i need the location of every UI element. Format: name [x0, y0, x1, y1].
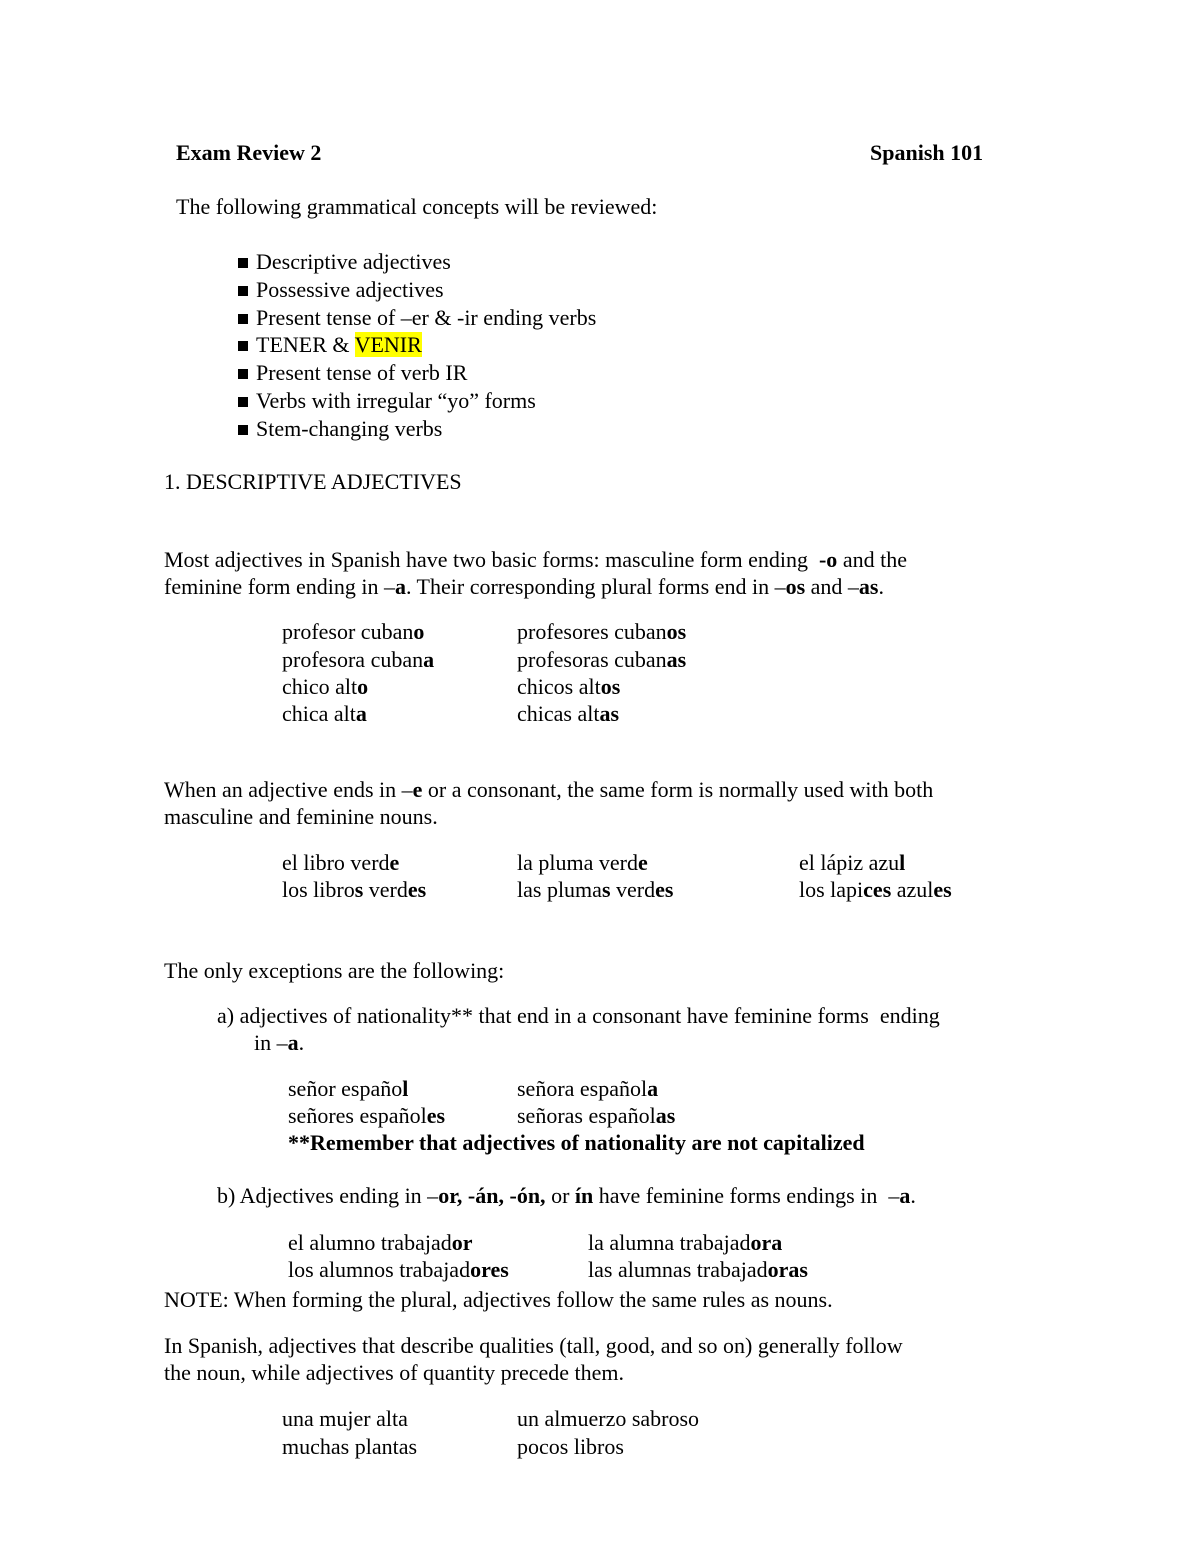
bullet-icon [238, 341, 248, 351]
example-cell: los lapices azules [799, 877, 952, 902]
example-plural: profesoras cubanas [517, 647, 687, 672]
paragraph-line: masculine and feminine nouns. [164, 804, 438, 829]
topic-list-item: Verbs with irregular “yo” forms [238, 387, 536, 414]
paragraph-line: When an adjective ends in –e or a consonant, the same form is normally used with both [164, 777, 934, 802]
example-cell: muchas plantas [282, 1434, 418, 1459]
example-cell: las plumas verdes [517, 877, 674, 902]
exception-a-text: a) adjectives of nationality** that end in a consonant have feminine forms ending [217, 1003, 940, 1028]
example-cell: la pluma verde [517, 850, 648, 875]
bullet-icon [238, 314, 248, 324]
page-title: Exam Review 2 [176, 140, 322, 165]
bullet-icon [238, 397, 248, 407]
topic-list-item: Stem-changing verbs [238, 415, 442, 442]
example-cell: pocos libros [517, 1434, 624, 1459]
example-plural: chicas altas [517, 701, 620, 726]
example-cell: los libros verdes [282, 877, 427, 902]
bullet-icon [238, 369, 248, 379]
paragraph-line: In Spanish, adjectives that describe qualities (tall, good, and so on) generally follow [164, 1333, 903, 1358]
paragraph-line: feminine form ending in –a. Their corresponding plural forms end in –os and –as. [164, 574, 884, 599]
paragraph-line: the noun, while adjectives of quantity precede them. [164, 1360, 625, 1385]
exception-b-text: b) Adjectives ending in –or, -án, -ón, or ín have feminine forms endings in –a. [217, 1183, 916, 1208]
example-singular: profesora cubana [282, 647, 435, 672]
section-heading: 1. DESCRIPTIVE ADJECTIVES [164, 469, 462, 494]
example-cell: un almuerzo sabroso [517, 1406, 700, 1431]
bullet-icon [238, 286, 248, 296]
example-masculine: los alumnos trabajadores [288, 1257, 509, 1282]
example-masculine: el alumno trabajador [288, 1230, 473, 1255]
topic-list-item: TENER & VENIR [238, 331, 422, 358]
example-feminine: señora española [517, 1076, 659, 1101]
topic-list-item: Present tense of verb IR [238, 359, 467, 386]
topic-list-item: Present tense of –er & -ir ending verbs [238, 304, 596, 331]
example-feminine: las alumnas trabajadoras [588, 1257, 808, 1282]
paragraph-line: Most adjectives in Spanish have two basic forms: masculine form ending -o and the [164, 547, 907, 572]
intro-text: The following grammatical concepts will be reviewed: [176, 194, 658, 219]
example-cell: el libro verde [282, 850, 400, 875]
highlighted-text: VENIR [354, 332, 422, 357]
example-singular: chica alta [282, 701, 367, 726]
example-cell: una mujer alta [282, 1406, 408, 1431]
example-singular: profesor cubano [282, 619, 425, 644]
example-masculine: señores españoles [288, 1103, 446, 1128]
example-feminine: señoras españolas [517, 1103, 676, 1128]
exception-a-text: in –a. [254, 1030, 305, 1055]
example-cell: el lápiz azul [799, 850, 906, 875]
exceptions-intro: The only exceptions are the following: [164, 958, 505, 983]
nationality-note: **Remember that adjectives of nationality are not capitalized [288, 1130, 865, 1155]
example-plural: profesores cubanos [517, 619, 687, 644]
course-name: Spanish 101 [870, 140, 984, 165]
plural-note: NOTE: When forming the plural, adjectives follow the same rules as nouns. [164, 1287, 833, 1312]
topic-list-item: Possessive adjectives [238, 276, 444, 303]
example-plural: chicos altos [517, 674, 621, 699]
example-feminine: la alumna trabajadora [588, 1230, 783, 1255]
example-singular: chico alto [282, 674, 369, 699]
example-masculine: señor español [288, 1076, 409, 1101]
bullet-icon [238, 425, 248, 435]
bullet-icon [238, 258, 248, 268]
topic-list-item: Descriptive adjectives [238, 248, 451, 275]
